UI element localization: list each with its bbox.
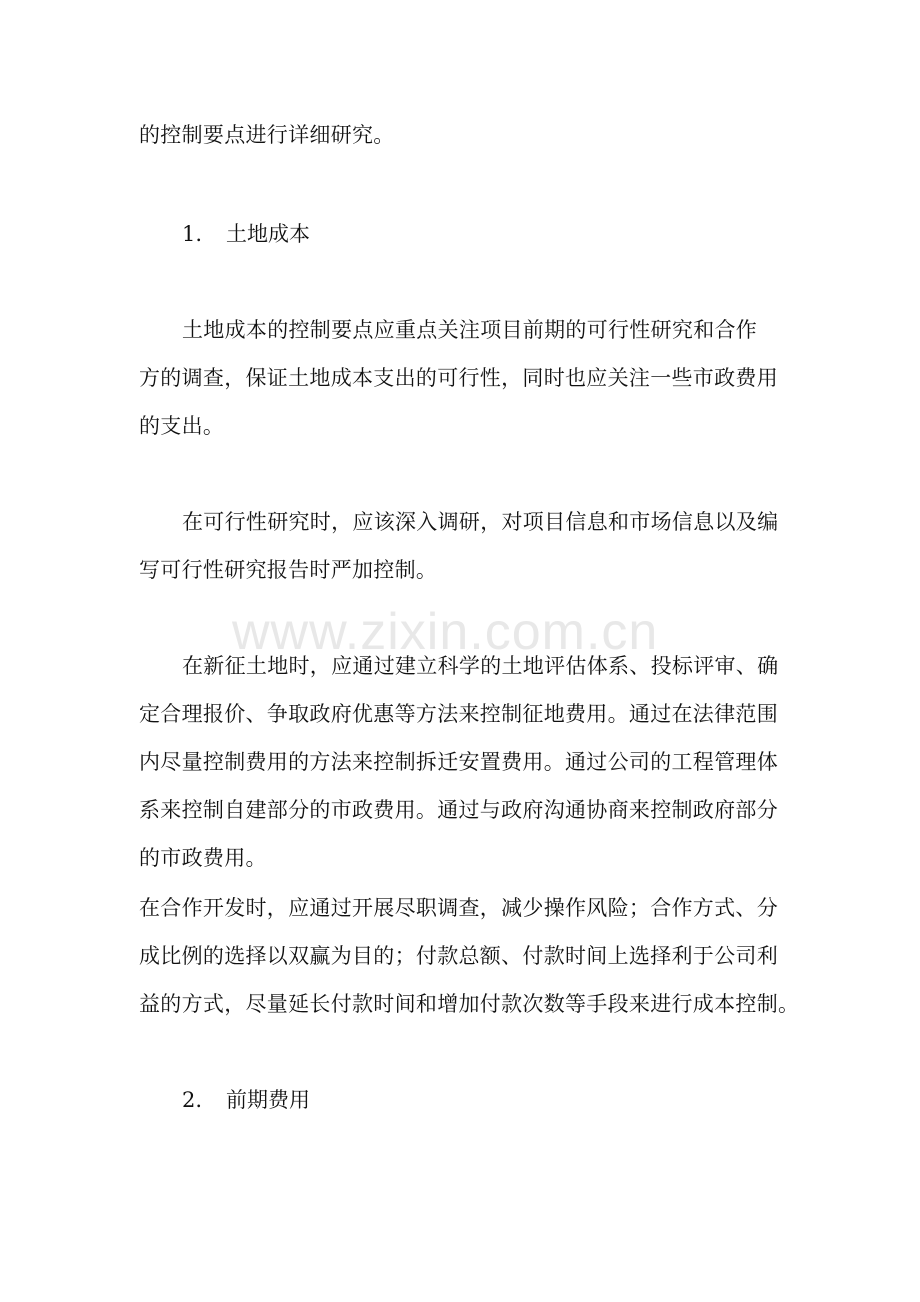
paragraph-line: 在新征土地时，应通过建立科学的土地评估体系、投标评审、确	[182, 654, 779, 678]
paragraph-line: 的控制要点进行详细研究。	[139, 123, 395, 147]
paragraph-line: 定合理报价、争取政府优惠等方法来控制征地费用。通过在法律范围	[139, 702, 778, 726]
section-heading: 前期费用	[226, 1088, 310, 1112]
watermark: www.zixin.com.cn	[232, 603, 659, 661]
paragraph-line: 在合作开发时，应通过开展尽职调查，减少操作风险；合作方式、分	[139, 896, 778, 920]
paragraph-line: 益的方式，尽量延长付款时间和增加付款次数等手段来进行成本控制。	[139, 992, 800, 1016]
paragraph-line: 成比例的选择以双赢为目的；付款总额、付款时间上选择利于公司利	[139, 944, 778, 968]
section-number: 2.	[182, 1088, 203, 1112]
paragraph-line: 土地成本的控制要点应重点关注项目前期的可行性研究和合作	[182, 318, 758, 342]
paragraph-line: 在可行性研究时，应该深入调研，对项目信息和市场信息以及编	[182, 510, 779, 534]
paragraph-line: 写可行性研究报告时严加控制。	[139, 558, 438, 582]
paragraph-line: 内尽量控制费用的方法来控制拆迁安置费用。通过公司的工程管理体	[139, 750, 778, 774]
paragraph-line: 方的调查，保证土地成本支出的可行性，同时也应关注一些市政费用	[139, 366, 778, 390]
section-number: 1.	[182, 222, 203, 246]
paragraph-line: 的市政费用。	[139, 846, 267, 870]
paragraph-line: 的支出。	[139, 414, 225, 438]
paragraph-line: 系来控制自建部分的市政费用。通过与政府沟通协商来控制政府部分	[139, 798, 778, 822]
section-heading: 土地成本	[226, 222, 310, 246]
